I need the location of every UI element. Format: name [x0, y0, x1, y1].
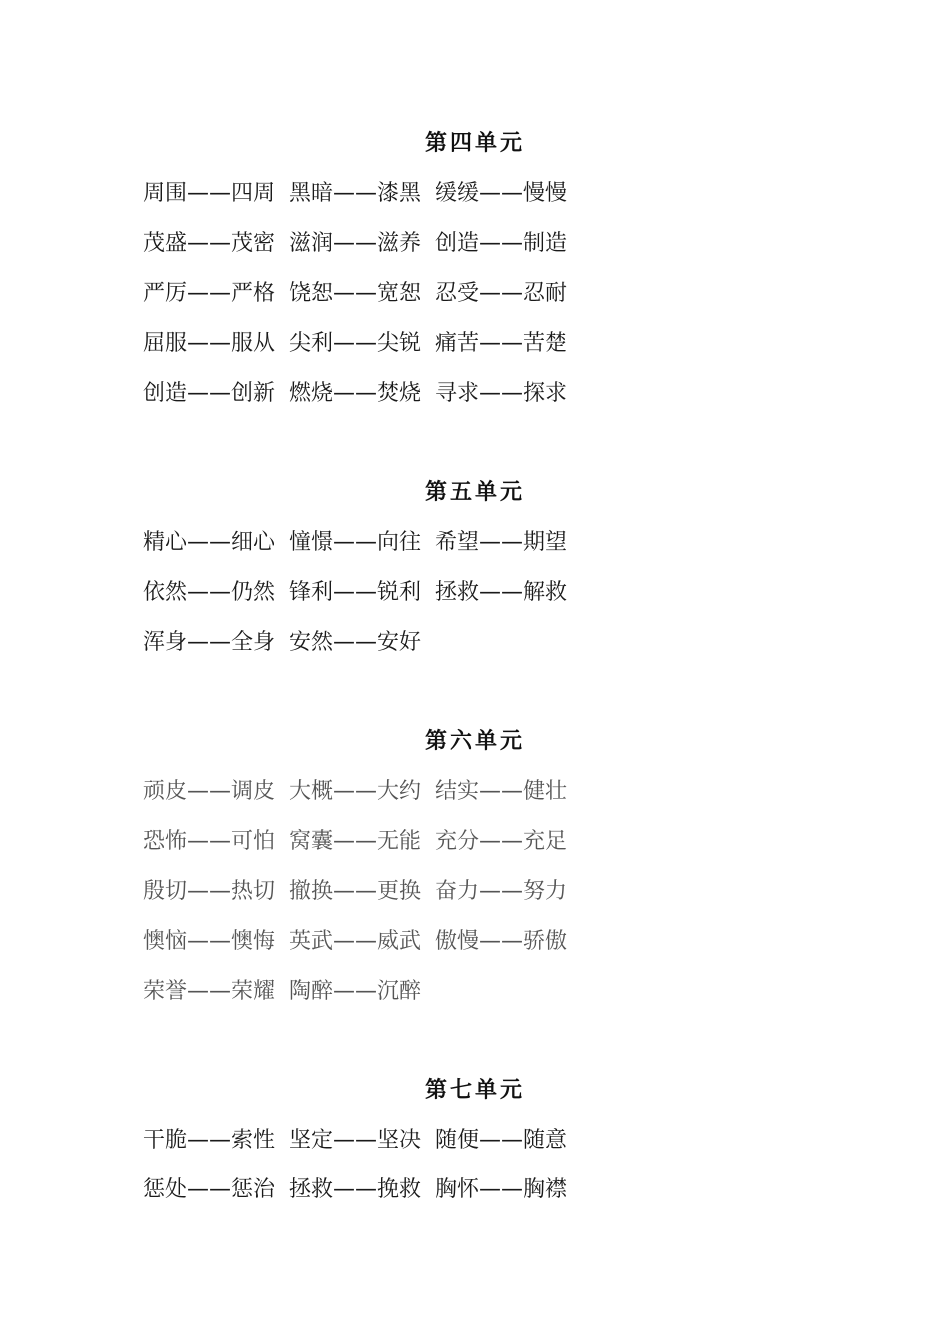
- synonym-line: 懊恼——懊悔 英武——威武 傲慢——骄傲: [143, 929, 567, 954]
- synonym-line: 依然——仍然 锋利——锐利 拯救——解救: [143, 580, 567, 605]
- synonym-line: 惩处——惩治 拯救——挽救 胸怀——胸襟: [143, 1177, 567, 1202]
- unit-title: 第四单元: [424, 131, 525, 156]
- synonym-line: 屈服——服从 尖利——尖锐 痛苦——苦楚: [143, 331, 567, 356]
- synonym-line: 浑身——全身 安然——安好: [143, 630, 421, 655]
- synonym-line: 殷切——热切 撤换——更换 奋力——努力: [143, 879, 567, 904]
- synonym-line: 茂盛——茂密 滋润——滋养 创造——制造: [143, 231, 567, 256]
- synonym-line: 创造——创新 燃烧——焚烧 寻求——探求: [143, 381, 567, 406]
- synonym-line: 周围——四周 黑暗——漆黑 缓缓——慢慢: [143, 181, 567, 206]
- unit-title: 第六单元: [424, 729, 525, 754]
- unit-title: 第七单元: [424, 1078, 525, 1103]
- synonym-line: 荣誉——荣耀 陶醉——沉醉: [143, 979, 421, 1004]
- synonym-line: 顽皮——调皮 大概——大约 结实——健壮: [143, 779, 567, 804]
- unit-title: 第五单元: [424, 480, 525, 505]
- synonym-line: 精心——细心 憧憬——向往 希望——期望: [143, 530, 567, 555]
- synonym-line: 严厉——严格 饶恕——宽恕 忍受——忍耐: [143, 281, 567, 306]
- synonym-line: 干脆——索性 坚定——坚决 随便——随意: [143, 1128, 567, 1153]
- synonym-line: 恐怖——可怕 窝囊——无能 充分——充足: [143, 829, 567, 854]
